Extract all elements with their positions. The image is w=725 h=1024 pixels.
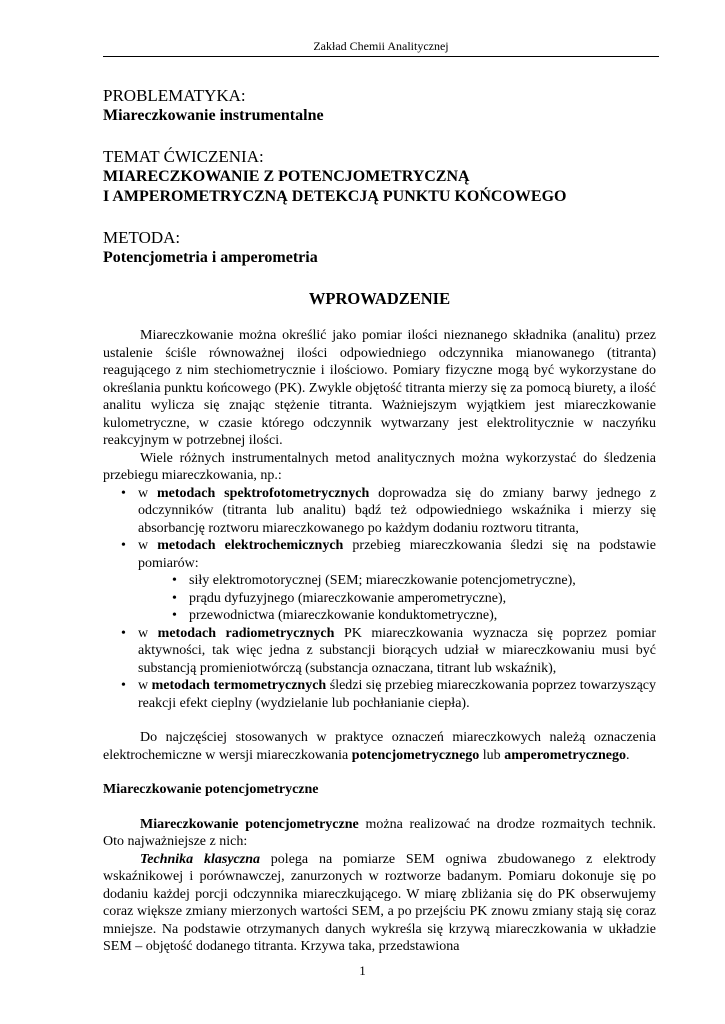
sublist-item: • siły elektromotorycznej (SEM; miareczkowanie potencjometryczne), <box>103 572 656 590</box>
list-item-text: PK miareczkowania wyznacza się poprzez pomiar aktywności, tak więc jedna z substancji biorących udział w miareczkowaniu musi być substancją promieniotwórczą (substancja oznaczana, titrant lub wskaźnik), <box>138 625 656 676</box>
electrochemical-sublist <box>138 572 656 625</box>
methods-list <box>103 485 656 713</box>
bold-term: amperometrycznego <box>504 747 626 763</box>
paragraph-text: . <box>626 747 630 763</box>
spacer <box>103 712 656 729</box>
list-item-term: metodach termometrycznych <box>151 678 327 693</box>
list-item <box>103 537 656 625</box>
problematyka-label: PROBLEMATYKA: <box>103 86 246 105</box>
sublist-item: • prądu dyfuzyjnego (miareczkowanie amperometryczne), <box>103 590 656 608</box>
spacer <box>103 764 656 781</box>
paragraph-text: polega na pomiarze SEM ogniwa zbudowanego z elektrody wskaźnikowej i porównawczej, zanurzonych w roztworze badanym. Pomiaru dokonuje się po dodaniu każdej porcji odczynnika miareczkującego. W miarę zbliżania się do PK obserwujemy coraz większe zmiany mierzonych wartości SEM, a po przejściu PK znowu zmiany stają się coraz mniejsze. Na podstawie otrzymanych danych wykreśla się krzywą miareczkowania w układzie SEM – objętość dodanego titranta. Krzywa taka, przedstawiona <box>103 851 657 954</box>
intro-paragraph-1: Miareczkowanie można określić jako pomiar ilości nieznanego składnika (analitu) przez ustalenie ściśle równoważnej ilości odpowiedniego odczynnika mianowanego (titranta) reagującego z nim stechiometrycznie i ilościowo. Pomiary fizyczne mogą być wykorzystane do określania punktu końcowego (PK). Zwykle objętość titranta mierzy się za pomocą biurety, a ilość analitu wylicza się znając stężenie titranta. Ważniejszym wyjątkiem jest miareczkowanie kulometryczne, w czasie którego odczynnik wytwarzany jest elektrolitycznie w naczyńku reakcyjnym w potrzebnej ilości. <box>103 328 656 448</box>
list-item-prefix: w <box>138 485 157 501</box>
list-item-prefix: w <box>138 625 158 641</box>
bold-term: potencjometrycznego <box>351 747 480 763</box>
list-item-text: doprowadza się do zmiany barwy jednego z odczynników (titranta lub analitu) bądź też odpowiedniego wskaźnika i mierzy się absorbancję roztworu miareczkowanego po każdym dodaniu roztworu titranta, <box>138 485 656 536</box>
metoda-label: METODA: <box>103 228 181 247</box>
list-item-prefix: w <box>138 678 152 693</box>
temat-title-line1: MIARECZKOWANIE Z POTENCJOMETRYCZNĄ <box>103 168 470 185</box>
sublist-item: • przewodnictwa (miareczkowanie konduktometryczne), <box>103 607 656 625</box>
list-item-term: metodach elektrochemicznych <box>157 538 344 553</box>
temat-label: TEMAT ĆWICZENIA: <box>103 147 264 166</box>
temat-title-line2: I AMPEROMETRYCZNĄ DETEKCJĄ PUNKTU KOŃCOWEGO <box>103 188 567 205</box>
metoda-section <box>103 228 656 268</box>
list-item-term: metodach radiometrycznych <box>157 625 335 641</box>
paragraph-text: lub <box>479 747 505 763</box>
intro-paragraph-3 <box>103 729 656 764</box>
bold-term: Miareczkowanie potencjometryczne <box>140 816 359 832</box>
paragraph-text: Do najczęściej stosowanych w praktyce oznaczeń miareczkowych należą oznaczenia elektrochemiczne w wersji miareczkowania <box>103 730 656 763</box>
page-header: Zakład Chemii Analitycznej <box>313 39 449 53</box>
list-item <box>103 677 656 712</box>
header-divider <box>103 56 659 57</box>
page-number: 1 <box>359 963 366 978</box>
problematyka-section <box>103 86 656 126</box>
problematyka-value: Miareczkowanie instrumentalne <box>103 107 324 124</box>
potentiometric-paragraph-1 <box>103 816 656 851</box>
list-item-text: przebieg miareczkowania śledzi się na podstawie pomiarów: <box>138 538 656 571</box>
temat-section <box>103 147 656 207</box>
list-item-text: śledzi się przebieg miareczkowania poprzez towarzyszący reakcji efekt cieplny (wydzielanie lub pochłanianie ciepła). <box>138 678 656 711</box>
list-item <box>103 625 656 678</box>
intro-heading: WPROWADZENIE <box>308 289 451 308</box>
technique-term: Technika klasyczna <box>140 851 260 867</box>
list-item-prefix: w <box>138 538 158 553</box>
section-heading-potentiometric: Miareczkowanie potencjometryczne <box>103 782 319 797</box>
list-item <box>103 485 656 538</box>
metoda-value: Potencjometria i amperometria <box>103 249 318 266</box>
list-item-term: metodach spektrofotometrycznych <box>156 485 370 501</box>
intro-paragraph-2: Wiele różnych instrumentalnych metod analitycznych można wykorzystać do śledzenia przebiegu miareczkowania, np.: <box>103 450 656 483</box>
document-body <box>103 86 656 956</box>
spacer <box>103 799 656 816</box>
potentiometric-paragraph-2 <box>103 851 656 956</box>
paragraph-text: można realizować na drodze rozmaitych technik. Oto najważniejsze z nich: <box>103 816 657 849</box>
